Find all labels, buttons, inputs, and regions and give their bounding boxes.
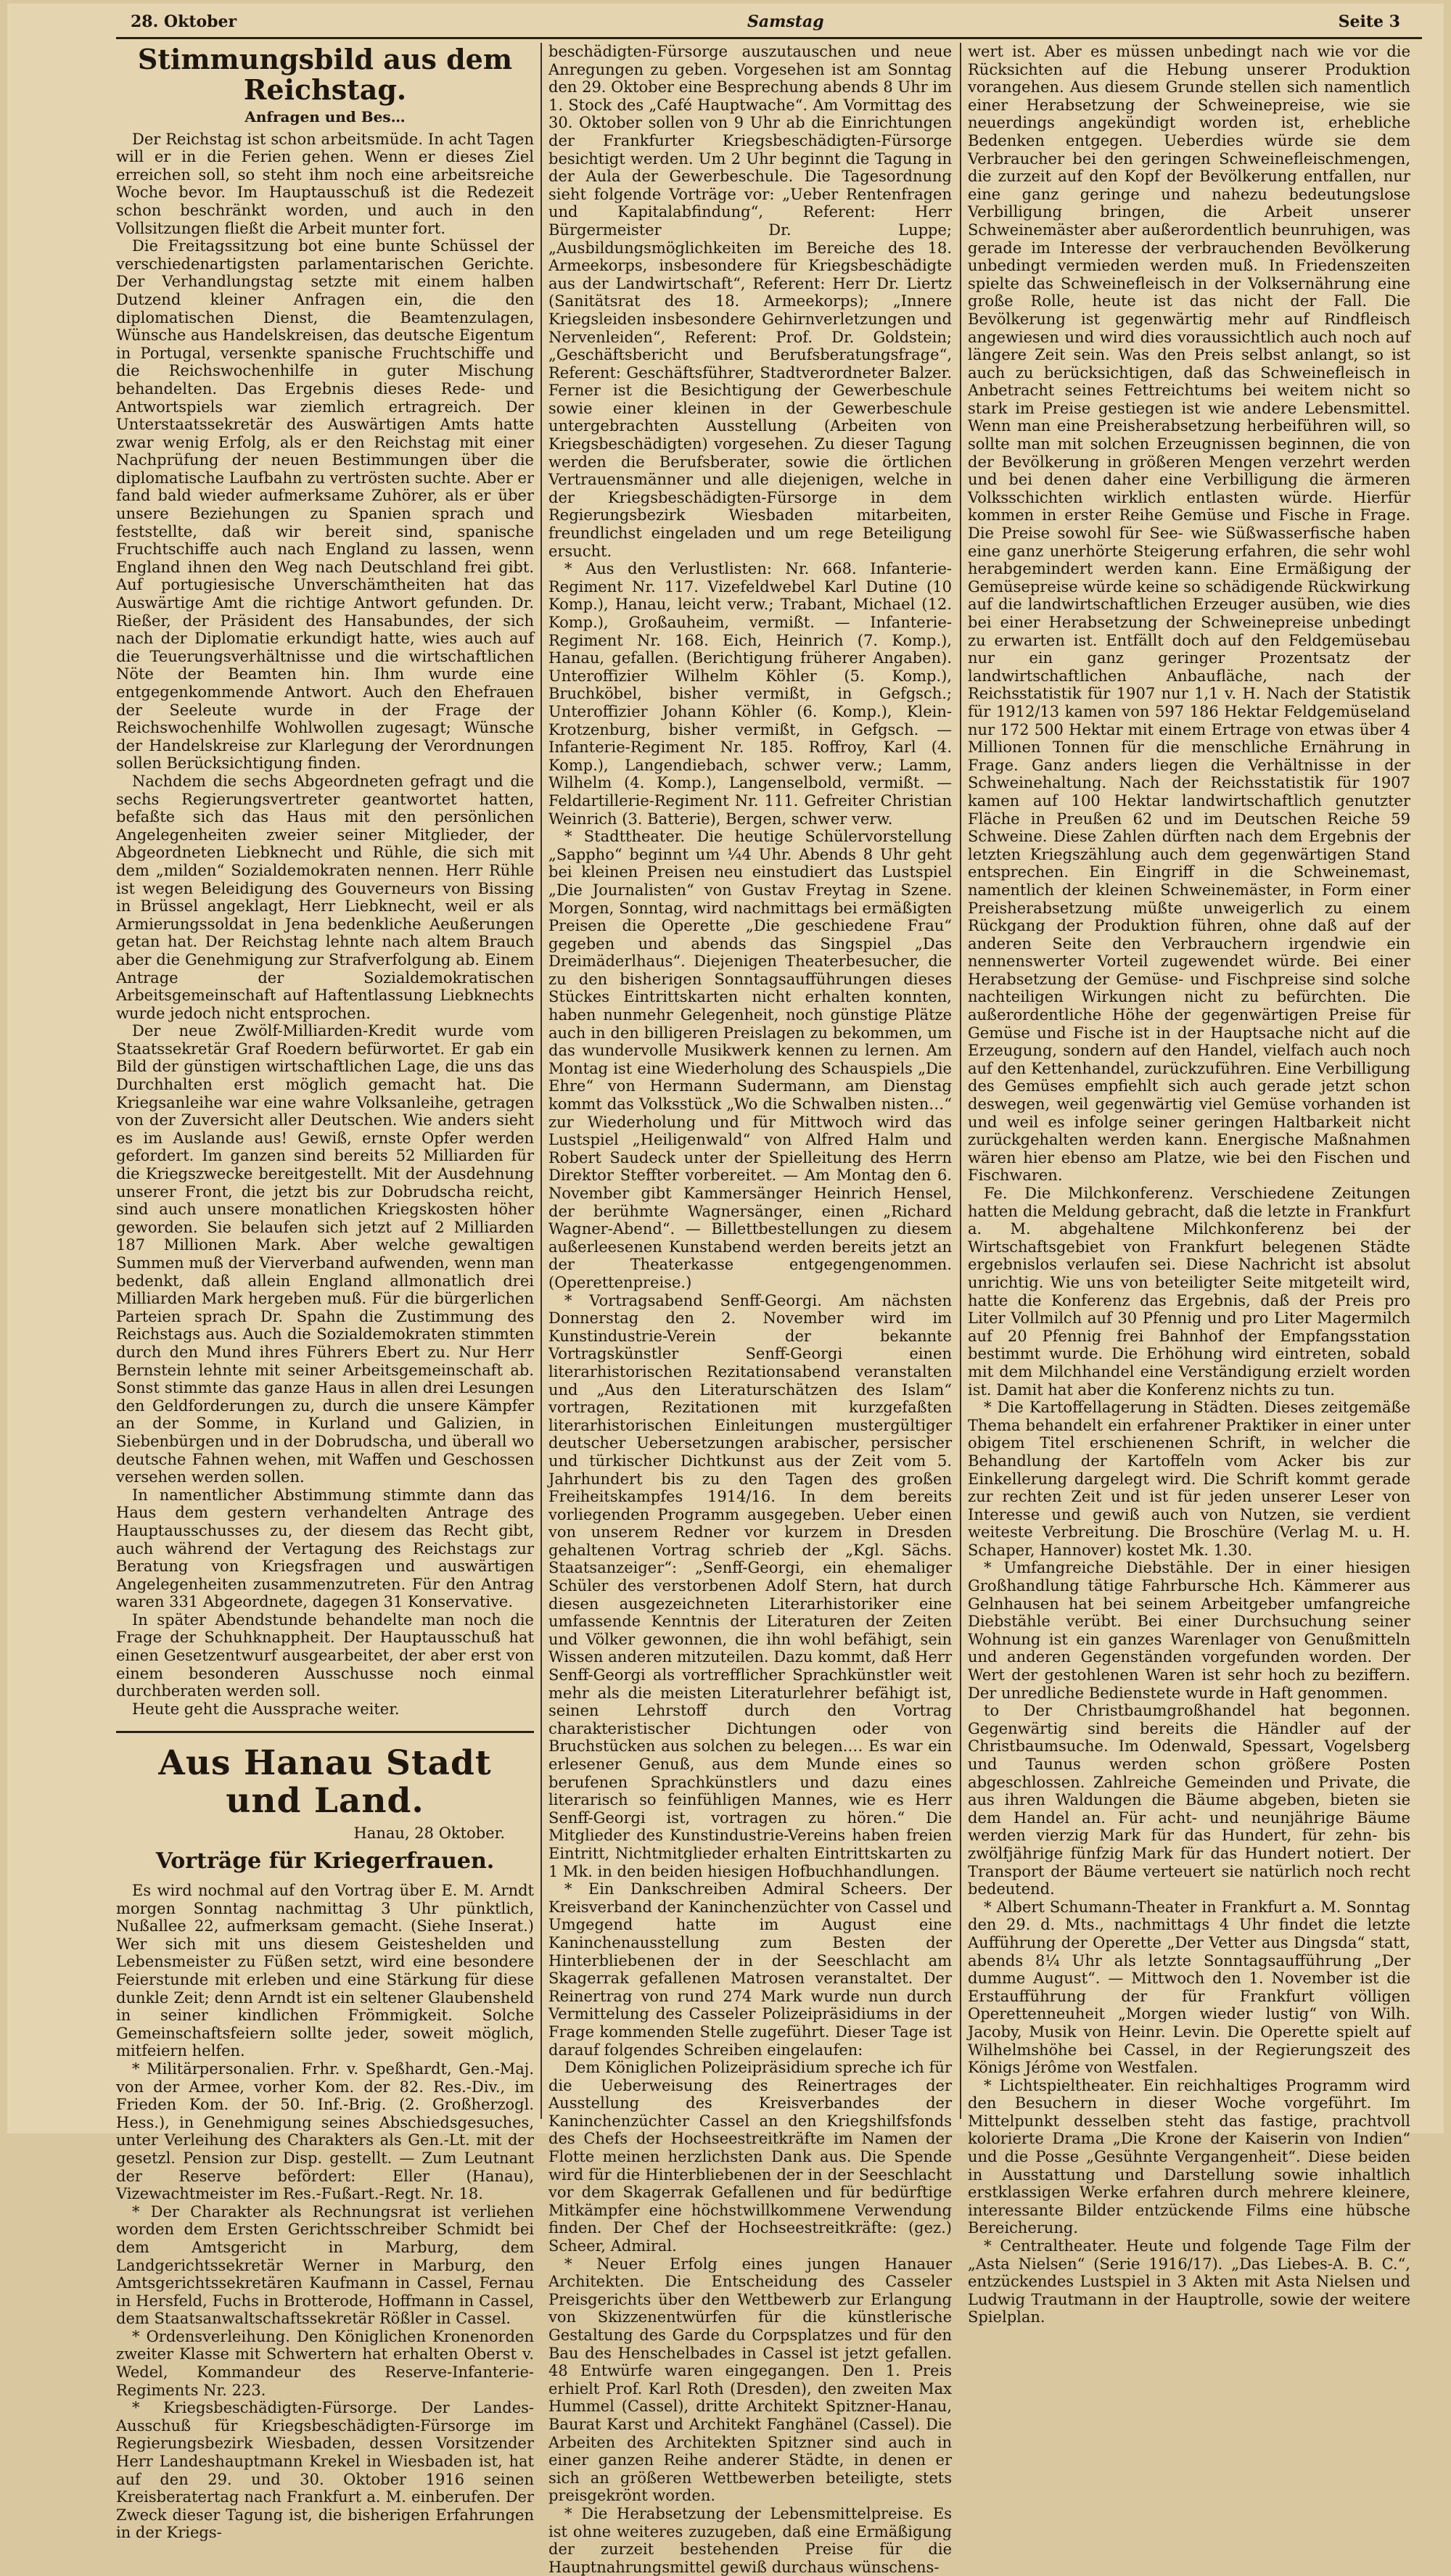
paragraph: In namentlicher Abstimmung stimmte dann das Haus dem gestern verhandelten Antrage des Hauptausschusses zu, der diesem das Recht gibt, auch während der Vertagung des Reichstags zur Beratung von Kriegsfragen und auswärtigen Angelegenheiten zusammenzutreten. Für den Antrag waren 331 Abgeordnete, dagegen 31 Konservative.: [116, 1486, 534, 1611]
news-item: to Der Christbaumgroßhandel hat begonnen. Gegenwärtig sind bereits die Händler auf der Christbaumsuche. Im Odenwald, Spessart, Vogelsberg und Taunus werden schon größere Posten abgeschlossen. Zahlreiche Gemeinden und Private, die aus ihren Waldungen die Bäume abgeben, bieten sie dem Handel an. Für acht- und neunjährige Bäume werden vierzig Mark für das Hundert, für zehn- bis zwölfjährige fünfzig Mark für das Hundert notiert. Der Transport der Bäume verteuert sie natürlich noch recht bedeutend.: [968, 1702, 1410, 1898]
news-item: * Aus den Verlustlisten: Nr. 668. Infanterie-Regiment Nr. 117. Vizefeldwebel Karl Dutine (10 Komp.), Hanau, leicht verw.; Trabant, Michael (12. Komp.), Großauheim, vermißt. — Infanterie-Regiment Nr. 168. Eich, Heinrich (7. Komp.), Hanau, gefallen. (Berichtigung früherer Angaben). Unteroffizier Wilhelm Köhler (5. Komp.), Bruchköbel, bisher vermißt, in Gefgsch.; Unteroffizier Johann Köhler (6. Komp.), Klein-Krotzenburg, bisher vermißt, in Gefgsch. — Infanterie-Regiment Nr. 185. Roffroy, Karl (4. Komp.), Langendiebach, schwer verw.; Lamm, Wilhelm (4. Komp.), Langenselbold, vermißt. — Feldartillerie-Regiment Nr. 111. Gefreiter Christian Weinrich (3. Batterie), Bergen, schwer verw.: [548, 560, 952, 828]
paragraph: beschädigten-Fürsorge auszutauschen und neue Anregungen zu geben. Vorgesehen ist am Sonntag den 29. Oktober eine Besprechung abends 8 Uhr im 1. Stock des „Café Hauptwache“. Am Vormittag des 30. Oktober sollen von 9 Uhr ab die Einrichtungen der Frankfurter Kriegsbeschädigten-Fürsorge besichtigt werden. Um 2 Uhr beginnt die Tagung in der Aula der Gewerbeschule. Die Tagesordnung sieht folgende Vorträge vor: „Ueber Rentenfragen und Kapitalabfindung“, Referent: Herr Bürgermeister Dr. Luppe; „Ausbildungsmöglichkeiten im Bereiche des 18. Armeekorps, insbesondere für Kriegsbeschädigte aus der Landwirtschaft“, Referent: Herr Dr. Liertz (Sanitätsrat des 18. Armeekorps); „Innere Kriegsleiden insbesondere Gehirnverletzungen und Nervenleiden“, Referent: Prof. Dr. Goldstein; „Geschäftsbericht und Berufsberatungsfrage“, Referent: Geschäftsführer, Stadtverordneter Balzer. Ferner ist die Besichtigung der Gewerbeschule sowie einer kleinen in der Gewerbeschule untergebrachten Ausstellung (Arbeiten von Kriegsbeschädigten) vorgesehen. Zu dieser Tagung werden die Berufsberater, sowie die örtlichen Vertrauensmänner und alle diejenigen, welche in der Kriegsbeschädigten-Fürsorge in dem Regierungsbezirk Wiesbaden mitarbeiten, freundlichst eingeladen und um rege Beteiligung ersucht.: [548, 43, 952, 560]
quoted-letter: Dem Königlichen Polizeipräsidium spreche ich für die Ueberweisung des Reinertrages der Ausstellung des Kreisverbandes der Kaninchenzüchter Cassel an den Kriegshilfsfonds des Chefs der Hochseestreitkräfte im Namen der Flotte meinen herzlichsten Dank aus. Die Spende wird für die Hinterbliebenen der in der Seeschlacht vor dem Skagerrak Gefallenen und für bedürftige Mitkämpfer eine höchstwillkommene Verwendung finden. Der Chef der Hochseestreitkräfte: (gez.) Scheer, Admiral.: [548, 2059, 952, 2255]
news-item: * Albert Schumann-Theater in Frankfurt a. M. Sonntag den 29. d. Mts., nachmittags 4 Uhr findet die letzte Aufführung der Operette „Der Vetter aus Dingsda“ statt, abends 8¼ Uhr als letzte Sonntagsaufführung „Der dumme August“. — Mittwoch den 1. November ist die Erstaufführung der für Frankfurt völligen Operettenneuheit „Morgen wieder lustig“ von Wilh. Jacoby, Musik von Heinr. Levin. Die Operette spielt auf Wilhelmshöhe bei Cassel, in der Regierungszeit des Königs Jérôme von Westfalen.: [968, 1898, 1410, 2077]
article-title-kriegerfrauen: Vorträge für Kriegerfrauen.: [155, 1848, 495, 1875]
news-item: * Militärpersonalien. Frhr. v. Speßhardt, Gen.-Maj. von der Armee, vorher Kom. der 82. Res.-Div., im Frieden Kom. der 50. Inf.-Brig. (2. Großherzogl. Hess.), in Genehmigung seines Abschiedsgesuches, unter Verleihung des Charakters als Gen.-Lt. mit der gesetzl. Pension zur Disp. gestellt. — Zum Leutnant der Reserve befördert: Eller (Hanau), Vizewachtmeister im Res.-Fußart.-Regt. Nr. 18.: [116, 2059, 534, 2203]
article-title-reichstag: Stimmungsbild aus dem Reichstag.: [137, 43, 513, 106]
newspaper-page: [7, 4, 1444, 2576]
news-item: * Ein Dankschreiben Admiral Scheers. Der Kreisverband der Kaninchenzüchter von Cassel und Umgegend hatte im August eine Kaninchenausstellung zum Besten der Hinterbliebenen der in der Seeschlacht am Skagerrak gefallenen Matrosen veranstaltet. Der Reinertrag von rund 274 Mark wurde nun durch Vermittelung des Casseler Polizeipräsidiums in der Frage kommenden Stelle zugeführt. Dieser Tage ist darauf folgendes Schreiben eingelaufen:: [548, 1880, 952, 2059]
news-item: * Die Herabsetzung der Lebensmittelpreise. Es ist ohne weiteres zuzugeben, daß eine Ermäßigung der zurzeit bestehenden Preise für die Hauptnahrungsmittel gewiß durchaus wünschens-: [548, 2504, 952, 2576]
page-header: [116, 8, 1422, 39]
news-item: * Neuer Erfolg eines jungen Hanauer Architekten. Die Entscheidung des Casseler Preisgerichts über den Wettbewerb zur Erlangung von Skizzenentwürfen für die künstlerische Gestaltung des Garde du Corpsplatzes und für den Bau des Henschelbades in Cassel ist jetzt gefallen. 48 Entwürfe waren eingegangen. Den 1. Preis erhielt Prof. Karl Roth (Dresden), den zweiten Max Hummel (Cassel), dritte Architekt Spitzner-Hanau, Baurat Karst und Architekt Fanghänel (Cassel). Die Arbeiten des Architekten Spitzner sind auch in einer ganzen Reihe anderer Städte, in denen er sich an größeren Wettbewerben beteiligte, stets preisgekrönt worden.: [548, 2255, 952, 2505]
article-subtitle: Anfragen und Bes…: [244, 108, 406, 125]
section-divider: [116, 1731, 534, 1733]
column-rule-2: [960, 43, 961, 2119]
news-item: * Stadttheater. Die heutige Schülervorstellung „Sappho“ beginnt um ¼4 Uhr. Abends 8 Uhr geht bei kleinen Preisen neu einstudiert das Lustspiel „Die Journalisten“ von Gustav Freytag in Szene. Morgen, Sonntag, wird nachmittags bei ermäßigten Preisen die Operette „Die geschiedene Frau“ gegeben und abends das Singspiel „Das Dreimäderlhaus“. Diejenigen Theaterbesucher, die zu den bisherigen Sonntagsaufführungen dieses Stückes Eintrittskarten nicht erhalten konnten, haben nunmehr Gelegenheit, noch günstige Plätze auch in den billigeren Preislagen zu bekommen, um das wundervolle Musikwerk kennen zu lernen. Am Montag ist eine Wiederholung des Schauspiels „Die Ehre“ von Hermann Sudermann, am Dienstag kommt das Volksstück „Wo die Schwalben nisten…“ zur Wiederholung und für Mittwoch wird das Lustspiel „Heiligenwald“ von Alfred Halm und Robert Saudeck unter der Spielleitung des Herrn Direktor Steffter vorbereitet. — Am Montag den 6. November gibt Kammersänger Heinrich Hensel, der berühmte Wagnersänger, einen „Richard Wagner-Abend“. — Billettbestellungen zu diesem außerleesenen Kunstabend werden bereits jetzt an der Theaterkasse entgegengenommen. (Operettenpreise.): [548, 828, 952, 1291]
local-section-title: Aus Hanau Stadt und Land.: [158, 1743, 492, 1822]
news-item: * Umfangreiche Diebstähle. Der in einer hiesigen Großhandlung tätige Fahrbursche Hch. Kämmerer aus Gelnhausen hat bei seinem Arbeitgeber umfangreiche Diebstähle verübt. Bei einer Durchsuchung seiner Wohnung ist ein ganzes Warenlager von Genußmitteln und anderen Gegenständen vorgefunden worden. Der Wert der gestohlenen Waren ist sehr hoch zu beziffern. Der unredliche Bedienstete wurde in Haft genommen.: [968, 1559, 1410, 1702]
news-item: * Der Charakter als Rechnungsrat ist verliehen worden dem Ersten Gerichtsschreiber Schmidt bei dem Amtsgericht in Marburg, dem Landgerichtssekretär Werner in Marburg, den Amtsgerichtssekretären Kaufmann in Cassel, Fernau in Hersfeld, Fuchs in Brotterode, Hoffmann in Cassel, dem Staatsanwaltschaftssekretär Rößler in Cassel.: [116, 2202, 534, 2328]
paragraph: Nachdem die sechs Abgeordneten gefragt und die sechs Regierungsvertreter geantwortet hatten, befaßte sich das Haus mit den persönlichen Angelegenheiten zweier seiner Mitglieder, der Abgeordneten Liebknecht und Rühle, die sich mit dem „milden“ Sozialdemokraten nennen. Herr Rühle ist wegen Beleidigung des Gouverneurs von Bissing in Brüssel angeklagt, Herr Liebknecht, weil er als Armierungssoldat in Jena bedenkliche Aeußerungen getan hat. Der Reichstag lehnte nach altem Brauch aber die Genehmigung zur Strafverfolgung ab. Einem Antrage der Sozialdemokratischen Arbeitsgemeinschaft auf Haftentlassung Liebknechts wurde jedoch nicht entsprochen.: [116, 772, 534, 1022]
news-item: * Centraltheater. Heute und folgende Tage Film der „Asta Nielsen“ (Serie 1916/17). „Das Liebes-A. B. C.“, entzückendes Lustspiel in 3 Akten mit Asta Nielsen und Ludwig Trautmann in der Hauptrolle, sowie der weitere Spielplan.: [968, 2237, 1410, 2326]
paragraph: In später Abendstunde behandelte man noch die Frage der Schuhknappheit. Der Hauptausschuß hat einen Gesetzentwurf ausgearbeitet, der aber erst von einem besonderen Ausschusse noch einmal durchberaten werden soll.: [116, 1610, 534, 1700]
header-weekday: Samstag: [747, 12, 824, 31]
news-item: * Lichtspieltheater. Ein reichhaltiges Programm wird den Besuchern in dieser Woche vorgeführt. Im Mittelpunkt desselben steht das fastige, prachtvoll kolorierte Drama „Die Krone der Kaiserin von Indien“ und die Posse „Gesühnte Vergangenheit“. Diese beiden in Ausstattung und Darstellung sowie inhaltlich erstklassigen Werke erfahren durch mehrere kleinere, interessante Bilder entzückende Films eine hübsche Bereicherung.: [968, 2076, 1410, 2237]
news-item: * Vortragsabend Senff-Georgi. Am nächsten Donnerstag den 2. November wird im Kunstindustrie-Verein der bekannte Vortragskünstler Senff-Georgi einen literarhistorischen Rezitationsabend veranstalten und „Aus den Literaturschätzen des Islam“ vortragen, Rezitationen mit kurzgefaßten literarhistorischen Einleitungen mustergültiger deutscher Uebersetzungen arabischer, persischer und türkischer Dichtkunst aus der Zeit vom 5. Jahrhundert bis zu den Tagen des großen Freiheitskampfes 1914/16. In dem bereits vorliegenden Programm ausgegeben. Ueber einen von unserem Redner vor kurzem in Dresden gehaltenen Vortrag schrieb der „Kgl. Sächs. Staatsanzeiger“: „Senff-Georgi, ein ehemaliger Schüler des verstorbenen Adolf Stern, hat durch diesen ausgezeichneten Literarhistoriker eine umfassende Kenntnis der Literaturen der Zeiten und Völker gewonnen, die ihn wohl befähigt, sein Wissen anderen mitzuteilen. Dazu kommt, daß Herr Senff-Georgi als vortrefflicher Sprachkünstler weit mehr als die meisten Literaturlehrer befähigt ist, seinen Lehrstoff durch den Vortrag charakteristischer Dichtungen oder von Bruchstücken aus solchen zu belegen.… Es war ein erlesener Genuß, aus dem Munde eines so berufenen Sprachkünstlers und dazu eines literarisch so feinfühligen Mannes, wie es Herr Senff-Georgi ist, vortragen zu hören.“ Die Mitglieder des Kunstindustrie-Vereins haben freien Eintritt, Nichtmitglieder erhalten Eintrittskarten zu 1 Mk. in den beiden hiesigen Hofbuchhandlungen.: [548, 1291, 952, 1880]
paragraph: Heute geht die Aussprache weiter.: [132, 1700, 400, 1718]
column-2: [548, 43, 952, 2576]
news-item: Fe. Die Milchkonferenz. Verschiedene Zeitungen hatten die Meldung gebracht, daß die letzte in Frankfurt a. M. abgehaltene Milchkonferenz bei der Wirtschaftsgebiet von Frankfurt belegenen Städte ergebnislos verlaufen sei. Diese Nachricht ist absolut unrichtig. Wie uns von beteiligter Seite mitgeteilt wird, hatte die Konferenz das Ergebnis, daß der Preis pro Liter Vollmilch auf 30 Pfennig und pro Liter Magermilch auf 20 Pfennig frei Bahnhof der Empfangsstation bestimmt wurde. Die Erhöhung wird eintreten, sobald mit dem Milchhandel eine Verständigung erzielt worden ist. Damit hat aber die Konferenz nichts zu tun.: [968, 1185, 1410, 1399]
paragraph: Der neue Zwölf-Milliarden-Kredit wurde vom Staatssekretär Graf Roedern befürwortet. Er gab ein Bild der günstigen wirtschaftlichen Lage, die uns das Durchhalten erst möglich gemacht hat. Die Kriegsanleihe war eine wahre Volksanleihe, getragen von der Zuversicht aller Deutschen. Wie anders sieht es im Auslande aus! Gewiß, ernste Opfer werden gefordert. Im ganzen sind bereits 52 Milliarden für die Kriegszwecke bereitgestellt. Mit der Ausdehnung unserer Front, die jetzt bis zur Dobrudscha reicht, sind auch unsere monatlichen Kriegskosten höher geworden. Sie belaufen sich jetzt auf 2 Milliarden 187 Millionen Mark. Aber welche gewaltigen Summen muß der Vierverband aufwenden, wenn man bedenkt, daß allein England allmonatlich drei Milliarden Mark hergeben muß. Für die bürgerlichen Parteien sprach Dr. Spahn die Zustimmung des Reichstags aus. Auch die Sozialdemokraten stimmten durch den Mund ihres Führers Ebert zu. Nur Herr Bernstein lehnte mit seiner Arbeitsgemeinschaft ab. Sonst stimmte das ganze Haus in allen drei Lesungen den Geldforderungen zu, durch die unsere Kämpfer an der Somme, in Kurland und Galizien, in Siebenbürgen und in der Dobrudscha, und überall wo deutsche Fahnen wehen, mit Waffen und Geschossen versehen werden sollen.: [116, 1022, 534, 1486]
column-3: [968, 43, 1410, 2326]
header-page-number: Seite 3: [1338, 12, 1400, 31]
news-item: * Die Kartoffellagerung in Städten. Dieses zeitgemäße Thema behandelt ein erfahrener Praktiker in einer unter obigem Titel erschienenen Schrift, in welcher die Behandlung der Kartoffeln vom Acker bis zur Einkellerung dargelegt wird. Die Schrift kommt gerade zur rechten Zeit und ist für jeden unserer Leser von Interesse und gewiß auch von Nutzen, sie verdient weiteste Verbreitung. Die Broschüre (Verlag M. u. H. Schaper, Hannover) kostet Mk. 1.30.: [968, 1399, 1410, 1559]
paragraph: Die Freitagssitzung bot eine bunte Schüssel der verschiedenartigsten parlamentarischen Gerichte. Der Verhandlungstag setzte mit einem halben Dutzend kleiner Anfragen ein, die den diplomatischen Dienst, die Beamtenzulagen, Wünsche aus Handelskreisen, das deutsche Eigentum in Portugal, versenkte spanische Fruchtschiffe und die Reichswochenhilfe in guter Mischung behandelten. Das Ergebnis dieses Rede- und Antwortspiels war ziemlich ertragreich. Der Unterstaatssekretär des Auswärtigen Amts hatte zwar wenig Erfolg, als er den Reichstag mit einer Nachprüfung der neuen Bestimmungen über die diplomatische Laufbahn zu vertrösten suchte. Aber er fand bald wieder aufmerksame Zuhörer, als er über unsere Beziehungen zu Spanien sprach und feststellte, daß wir bereit sind, spanische Fruchtschiffe auch nach England zu lassen, wenn England ihnen den Weg nach Deutschland frei gibt. Auf portugiesische Unverschämtheiten hat das Auswärtige Amt die richtige Antwort gefunden. Dr. Rießer, der Präsident des Hansabundes, der sich nach der Diplomatie erkundigt hatte, wies auch auf die Teuerungsverhältnisse und die wirtschaftlichen Nöte der Beamten hin. Ihm wurde eine entgegenkommende Antwort. Auch den Ehefrauen der Seeleute wurde in der Frage der Reichswochenhilfe Wohlwollen zugesagt; Wünsche der Handelskreise zur Klarlegung der Verordnungen sollen Berücksichtigung finden.: [116, 237, 534, 773]
column-1: [116, 43, 534, 2542]
news-item: * Ordensverleihung. Den Königlichen Kronenorden zweiter Klasse mit Schwertern hat erhalten Oberst v. Wedel, Kommandeur des Reserve-Infanterie-Regiments Nr. 223.: [116, 2327, 534, 2399]
dateline: Hanau, 28 Oktober.: [353, 1824, 505, 1843]
paragraph: wert ist. Aber es müssen unbedingt nach wie vor die Rücksichten auf die Hebung unserer Produktion vorangehen. Aus diesem Grunde stellen sich namentlich einer Herabsetzung der Schweinepreise, wie sie neuerdings angekündigt worden ist, erhebliche Bedenken entgegen. Ueberdies würde sie dem Verbraucher bei den geringen Schweinefleischmengen, die zurzeit auf den Kopf der Bevölkerung entfallen, nur eine ganz geringe und nahezu bedeutungslose Verbilligung bringen, die Arbeit unserer Schweinemäster aber außerordentlich beunruhigen, was gerade im Interesse der verbrauchenden Bevölkerung unbedingt vermieden werden muß. In Friedenszeiten spielte das Schweinefleisch in der Volksernährung eine große Rolle, heute ist das nicht der Fall. Die Bevölkerung ist gegenwärtig mehr auf Rindfleisch angewiesen und wird dies voraussichtlich auch noch auf längere Zeit sein. Was den Preis selbst anlangt, so ist auch zu berücksichtigen, daß das Schweinefleisch in Anbetracht seines Fettreichtums bei weitem nicht so stark im Preise gestiegen ist wie andere Lebensmittel. Wenn man eine Preisherabsetzung herbeiführen will, so sollte man mit solchen Erzeugnissen beginnen, die von der Bevölkerung in größeren Mengen verzehrt werden und bei denen daher eine Verbilligung die ärmeren Volksschichten wirklich entlasten würde. Hierfür kommen in erster Reihe Gemüse und Fische in Frage. Die Preise sowohl für See- wie Süßwasserfische haben eine ganz unerhörte Steigerung erfahren, die sehr wohl herabgemindert werden kann. Eine Ermäßigung der Gemüsepreise würde keine so schädigende Rückwirkung auf die landwirtschaftlichen Erzeuger ausüben, wie dies bei einer Herabsetzung der Schweinepreise unbedingt zu erwarten ist. Entfällt doch auf den Feldgemüsebau nur ein ganz geringer Prozentsatz der landwirtschaftlichen Anbaufläche, nach der Reichsstatistik für 1907 nur 1,1 v. H. Nach der Statistik für 1912/13 kamen von 597 186 Hektar Feldgemüseland nur 172 500 Hektar mit einem Ertrage von etwas über 4 Millionen Tonnen für die menschliche Ernährung in Frage. Ganz anders liegen die Verhältnisse in der Schweinehaltung. Nach der Reichsstatistik für 1907 kamen auf 100 Hektar landwirtschaftlich genutzter Fläche in Preußen 62 und im Deutschen Reiche 59 Schweine. Diese Zahlen dürften nach dem Ergebnis der letzten Kriegszählung auch dem gegenwärtigen Stand entsprechen. Ein Eingriff in die Schweinemast, namentlich der kleinen Schweinemäster, in Form einer Preisherabsetzung müßte unweigerlich zu einem Rückgang der Produktion führen, ohne daß auf der anderen Seite den Verbrauchern irgendwie ein nennenswerter Vorteil zugewendet würde. Bei einer Herabsetzung der Gemüse- und Fischpreise sind solche nachteiligen Wirkungen nicht zu befürchten. Die außerordentliche Höhe der gegenwärtigen Preise für Gemüse und Fische ist in der Hauptsache nicht auf die Erzeugung, sondern auf den Handel, vielfach auch noch auf den Kettenhandel, zurückzuführen. Eine Verbilligung des Gemüses empfiehlt sich auch gerade jetzt schon deswegen, weil gegenwärtig viel Gemüse vorhanden ist und weil es infolge seiner geringen Haltbarkeit nicht zurückgehalten werden kann. Energische Maßnahmen wären hier ebenso am Platze, wie bei den Fischen und Fischwaren.: [968, 43, 1410, 1185]
paragraph: Es wird nochmal auf den Vortrag über E. M. Arndt morgen Sonntag nachmittag 3 Uhr pünktlich, Nußallee 22, aufmerksam gemacht. (Siehe Inserat.) Wer sich mit uns diesem Geisteshelden und Lebensmeister zu Füßen setzt, wird eine besondere Feierstunde mit erleben und eine Stärkung für diese dunkle Zeit; denn Arndt ist ein seltener Glaubensheld in seiner kindlichen Frömmigkeit. Solche Gemeinschaftsfeiern sollte jeder, soweit möglich, mitfeiern helfen.: [116, 1882, 534, 2060]
news-item: * Kriegsbeschädigten-Fürsorge. Der Landes-Ausschuß für Kriegsbeschädigten-Fürsorge im Regierungsbezirk Wiesbaden, dessen Vorsitzender Herr Landeshauptmann Krekel in Wiesbaden ist, hat auf den 29. und 30. Oktober 1916 seinen Kreisberatertag nach Frankfurt a. M. einberufen. Der Zweck dieser Tagung ist, die bisherigen Erfahrungen in der Kriegs-: [116, 2399, 534, 2542]
paragraph: Der Reichstag ist schon arbeitsmüde. In acht Tagen will er in die Ferien gehen. Wenn er dieses Ziel erreichen soll, so steht ihm noch eine arbeitsreiche Woche bevor. Im Hauptausschuß ist die Redezeit schon beschränkt worden, und auch in den Vollsitzungen fließt die Arbeit munter fort.: [116, 130, 534, 237]
column-rule-1: [540, 43, 542, 2119]
header-date: 28. Oktober: [131, 12, 237, 31]
